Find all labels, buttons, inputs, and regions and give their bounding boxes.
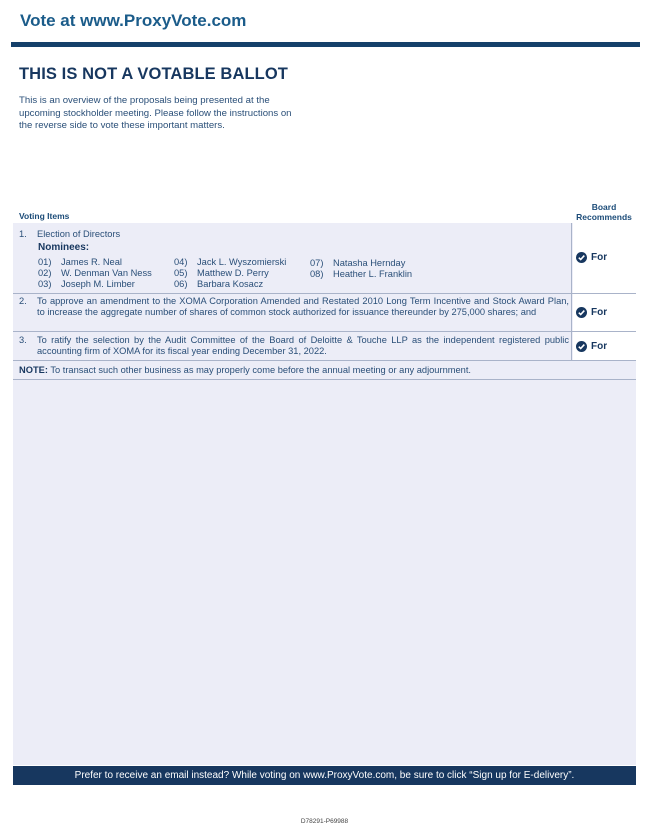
item-2-content: [13, 294, 572, 331]
item-number: 2.: [19, 296, 27, 306]
nominee: [38, 268, 152, 279]
item-2-recommendation: [573, 294, 636, 331]
nominee: [38, 257, 152, 268]
intro-line: upcoming stockholder meeting. Please follow the instructions on: [19, 107, 292, 119]
nominee-number: 03): [38, 278, 52, 289]
intro-text: [19, 95, 339, 133]
nominee: [174, 257, 286, 268]
header-rule: [11, 42, 640, 47]
voting-items-header: Voting Items: [19, 211, 70, 221]
note-body: To transact such other business as may properly come before the annual meeting or any adjournment.: [47, 365, 471, 375]
item-3-recommendation: [573, 332, 636, 360]
note-row: [13, 361, 636, 380]
nominee-name: Natasha Hernday: [333, 258, 406, 268]
nominee-number: 07): [310, 258, 324, 268]
recommends-label: Recommends: [576, 212, 632, 222]
nominee-name: Matthew D. Perry: [197, 267, 269, 278]
nominee-number: 08): [310, 268, 324, 279]
nominee-name: Heather L. Franklin: [333, 268, 413, 279]
nominee: [174, 279, 286, 290]
nominee: [310, 269, 412, 280]
nominees-column-3: [310, 258, 412, 280]
nominee-number: 05): [174, 267, 188, 278]
nominee-number: 02): [38, 267, 52, 278]
nominee: [310, 258, 412, 269]
nominee-name: W. Denman Van Ness: [61, 267, 152, 278]
item-number: 3.: [19, 335, 27, 345]
edelivery-banner: Prefer to receive an email instead? While voting on www.ProxyVote.com, be sure to click “Sign up for E-delivery”.: [13, 766, 636, 785]
nominees-label: Nominees:: [38, 242, 90, 253]
board-label: Board: [591, 202, 617, 212]
for-badge: [576, 341, 607, 352]
intro-line: This is an overview of the proposals being presented at the: [19, 95, 270, 106]
voting-item-3: [13, 332, 636, 361]
nominee-name: James R. Neal: [61, 257, 122, 267]
document-code: D78291-P69988: [300, 818, 349, 825]
nominee-number: 06): [174, 278, 188, 289]
recommendation-label: For: [591, 307, 608, 318]
page-title: THIS IS NOT A VOTABLE BALLOT: [19, 65, 288, 83]
item-1-recommendation: [573, 223, 636, 293]
nominee-name: Joseph M. Limber: [61, 278, 135, 289]
item-text: To approve an amendment to the XOMA Corporation Amended and Restated 2010 Long Term Incentive and Stock Award Plan, to increase the aggregate number of shares of common stock authorized for issuance thereunder by 275,000 shares; and: [37, 296, 569, 317]
check-circle-icon: [576, 341, 587, 352]
item-text: To ratify the selection by the Audit Committee of the Board of Deloitte & Touche LLP as the independent registered public accounting firm of XOMA for its fiscal year ending December 31, 2022.: [37, 335, 569, 356]
note-label: NOTE:: [19, 365, 48, 375]
vote-url-title: Vote at www.ProxyVote.com: [20, 11, 247, 30]
nominee: [38, 279, 152, 290]
nominee: [174, 268, 286, 279]
nominee-name: Barbara Kosacz: [197, 278, 264, 289]
intro-line: the reverse side to vote these important matters.: [19, 120, 225, 131]
recommendation-label: For: [591, 252, 608, 263]
voting-item-1: [13, 223, 636, 294]
check-circle-icon: [576, 252, 587, 263]
item-number: 1.: [19, 229, 27, 239]
board-recommends-header: [569, 202, 639, 222]
check-circle-icon: [576, 307, 587, 318]
nominees-column-2: [174, 257, 286, 289]
voting-item-2: [13, 294, 636, 332]
recommendation-label: For: [591, 341, 608, 352]
nominees-column-1: [38, 257, 152, 289]
nominee-number: 01): [38, 257, 52, 267]
item-text: Election of Directors: [37, 229, 121, 239]
item-1-content: [13, 223, 572, 293]
nominee-name: Jack L. Wyszomierski: [197, 257, 287, 267]
for-badge: [576, 252, 607, 263]
item-3-content: [13, 332, 572, 360]
nominee-number: 04): [174, 257, 188, 267]
for-badge: [576, 307, 607, 318]
note-text: [19, 365, 471, 375]
